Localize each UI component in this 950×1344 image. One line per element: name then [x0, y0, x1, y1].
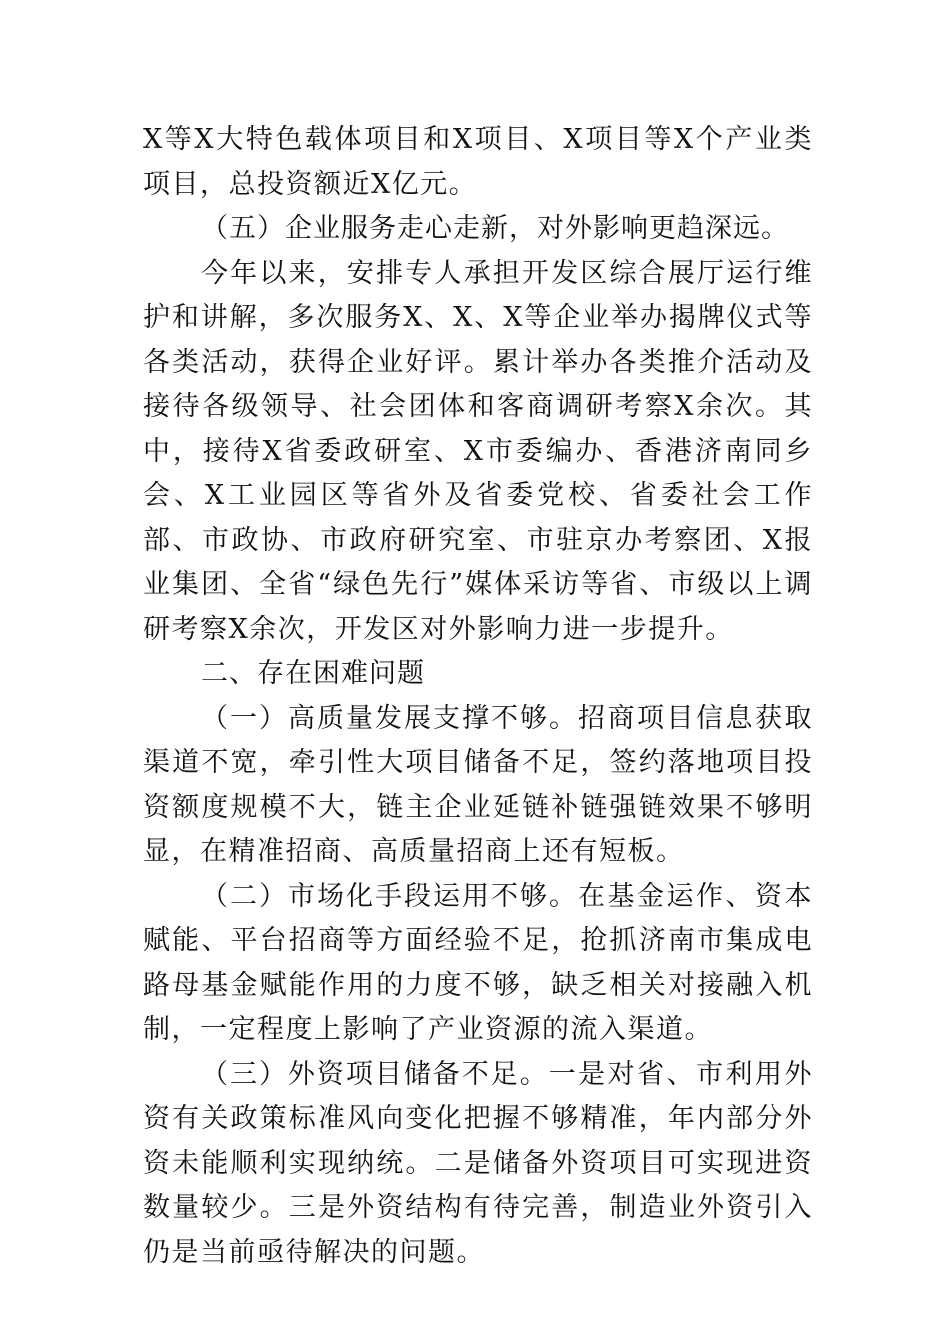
section-heading-difficulties: 二、存在困难问题	[201, 658, 425, 689]
issue-3-lead: （三）外资项目储备不足。	[201, 1058, 549, 1090]
issue-1-lead: （一）高质量发展支撑不够。	[201, 702, 578, 734]
issue-3-body: 一是对省、市利用外资有关政策标准风向变化把握不够精准，年内部分外资未能顺利实现纳统。二是储备外资项目可实现进资数量较少。三是外资结构有待完善，制造业外资引入仍是当前亟待解决的问题。	[143, 1058, 814, 1268]
subheading-enterprise-service: （五）企业服务走心走新，对外影响更趋深远。	[201, 213, 789, 244]
document-body	[143, 118, 813, 1275]
paragraph-issue-3	[143, 1053, 813, 1276]
paragraph-enterprise-service: 今年以来，安排专人承担开发区综合展厅运行维护和讲解，多次服务X、X、X等企业举办揭牌仪式等各类活动，获得企业好评。累计举办各类推介活动及接待各级领导、社会团体和客商调研考察X余次。其中，接待X省委政研室、X市委编办、香港济南同乡会、X工业园区等省外及省委党校、省委社会工作部、市政协、市政府研究室、市驻京办考察团、X报业集团、全省“绿色先行”媒体采访等省、市级以上调研考察X余次，开发区对外影响力进一步提升。	[143, 257, 813, 645]
issue-1-body: 招商项目信息获取渠道不宽，牵引性大项目储备不足，签约落地项目投资额度规模不大，链主企业延链补链强链效果不够明显，在精准招商、高质量招商上还有短板。	[143, 702, 813, 867]
issue-2-lead: （二）市场化手段运用不够。	[201, 880, 578, 912]
paragraph-issue-2	[143, 875, 813, 1053]
issue-2-body: 在基金运作、资本赋能、平台招商等方面经验不足，抢抓济南市集成电路母基金赋能作用的力度不够，缺乏相关对接融入机制，一定程度上影响了产业资源的流入渠道。	[143, 880, 813, 1045]
paragraph-issue-1	[143, 697, 813, 875]
paragraph-project-summary: X等X大特色载体项目和X项目、X项目等X个产业类项目，总投资额近X亿元。	[143, 124, 813, 200]
